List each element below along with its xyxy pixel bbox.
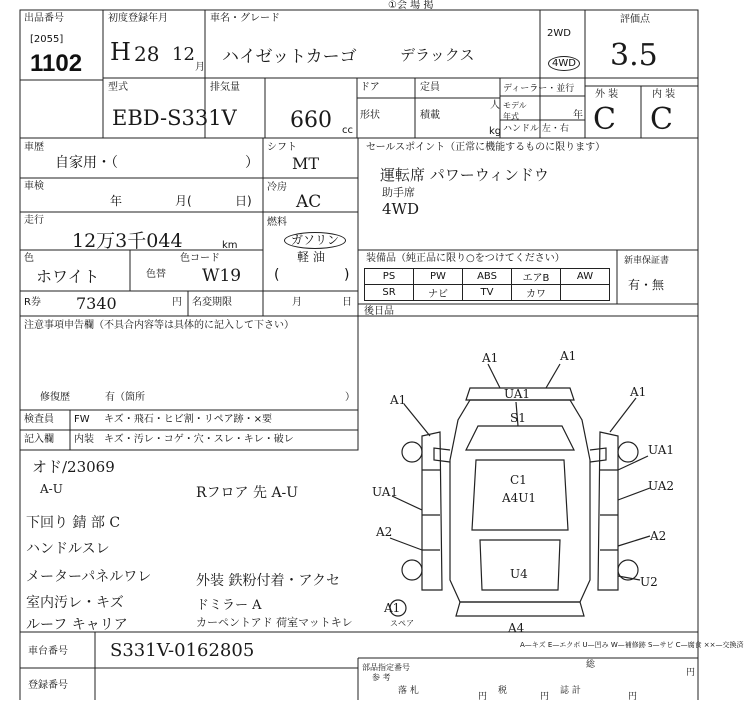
meigi-label: 名変期限: [192, 297, 232, 308]
mileage-label: 走行: [24, 215, 44, 226]
load-unit: kg: [489, 126, 502, 137]
handwritten-note: 室内汚レ・キズ: [26, 595, 124, 611]
equipment-table: [364, 268, 610, 301]
inspector-row1-head: FW: [74, 414, 90, 425]
damage-mark: U4: [510, 567, 528, 581]
damage-mark: A4: [508, 621, 525, 635]
sales-point-line2: 助手席: [382, 186, 415, 199]
inspector-label-1: 検査員: [24, 414, 54, 425]
interior-label: 内 装: [652, 89, 676, 100]
first-reg-era: H: [110, 38, 131, 66]
shift-value: MT: [292, 154, 320, 173]
inspector-row2: キズ・汚レ・コゲ・穴・スレ・キレ・破レ: [104, 434, 294, 445]
score-value: 3.5: [610, 38, 658, 73]
repair-label: 修復歴: [40, 392, 70, 403]
ac-value: AC: [296, 192, 322, 212]
back-label: 後日品: [364, 306, 394, 317]
equip-navi: ナビ: [414, 285, 463, 301]
interior-value: C: [650, 102, 673, 137]
damage-mark: A1: [560, 349, 577, 363]
model-year-label: モデル年式: [503, 101, 527, 121]
sales-point-line1: 運転席 パワーウィンドウ: [380, 166, 549, 184]
inspector-label-2: 記入欄: [24, 434, 54, 445]
shape-label: 形状: [360, 110, 380, 121]
model-value: EBD-S331V: [112, 106, 237, 130]
exterior-value: C: [593, 102, 616, 137]
car-name-label: 車名・グレード: [210, 13, 280, 24]
handwritten-note: メーターパネルワレ: [26, 569, 152, 585]
color-code-value: W19: [202, 266, 242, 286]
mileage-unit: km: [222, 240, 238, 251]
score-label: 評価点: [620, 14, 650, 25]
r-label: R券: [24, 297, 41, 308]
shaken-label: 車検: [24, 181, 44, 192]
capacity-label: 定員: [420, 82, 440, 93]
equip-airbag: エアB: [512, 269, 561, 285]
color-change-label: 色替: [146, 269, 166, 280]
lot-no-label: 出品番号: [24, 13, 64, 24]
damage-mark: U2: [640, 575, 658, 589]
damage-mark: A1: [384, 601, 401, 615]
damage-mark: UA1: [648, 443, 675, 457]
capacity-unit: 人: [490, 100, 500, 111]
header-right-text: ①会 場 掲: [388, 0, 434, 11]
meigi-month: 月: [292, 297, 302, 308]
grade-value: デラックス: [400, 46, 475, 64]
sales-point-line3: 4WD: [382, 200, 419, 218]
lot-prefix: [2055]: [30, 34, 64, 45]
notes-label: 注意事項申告欄（不具合内容等は具体的に記入して下さい）: [24, 320, 294, 331]
first-reg-year: 28: [134, 42, 160, 66]
fuel-paren-open: (: [274, 267, 280, 283]
warranty-value: 有・無: [628, 278, 665, 292]
usage-close: ）: [245, 155, 259, 171]
door-label: ドア: [360, 82, 380, 93]
displacement-unit: cc: [342, 125, 353, 136]
first-reg-month: 12: [172, 44, 195, 65]
mileage-value: 12万3千044: [72, 230, 183, 252]
displacement-label: 排気量: [210, 82, 240, 93]
model-label: 型式: [108, 82, 128, 93]
equip-abs: ABS: [463, 269, 512, 285]
fuel-paren-close: ): [344, 267, 350, 283]
spec-label: 部品指定番号: [362, 663, 410, 672]
equipment-label: 装備品（純正品に限り○をつけてください）: [366, 253, 565, 264]
dealer-label: ディーラー・並行: [503, 84, 575, 94]
color-code-label: 色コード: [180, 253, 220, 264]
chassis-label: 車台番号: [28, 646, 68, 657]
damage-mark: UA1: [372, 485, 399, 499]
damage-mark: A1: [630, 385, 647, 399]
fee-label: 誌 計: [560, 686, 581, 696]
handwritten-note-right: Rフロア 先 A-U: [196, 485, 299, 501]
handwritten-note: ルーフ キャリア: [26, 617, 128, 633]
color-value: ホワイト: [36, 267, 100, 286]
first-reg-label: 初度登録年月: [108, 13, 168, 24]
ac-label: 冷房: [267, 182, 287, 193]
damage-mark: UA1: [504, 387, 531, 401]
drive-4wd: 4WD: [548, 56, 580, 71]
handwritten-note: オド/23069: [32, 458, 115, 476]
diagram-legend: A—キズ E—エクボ U—凹み W—補修跡 S—サビ C—腐食 ××—交換済: [520, 641, 744, 649]
equip-aw: AW: [561, 269, 610, 285]
exterior-label: 外 装: [595, 89, 619, 100]
shaken-month: 月(: [175, 194, 192, 208]
damage-mark: S1: [510, 411, 526, 425]
ref-label: 参 考: [372, 673, 391, 682]
equip-kawa: カワ: [512, 285, 561, 301]
fuel-value: ガソリン: [284, 232, 346, 249]
equip-ps: PS: [365, 269, 414, 285]
lot-number: 1102: [30, 50, 83, 77]
repair-close: ）: [345, 392, 355, 403]
inspector-row2-head: 内装: [74, 434, 94, 445]
sales-point-label: セールスポイント（正常に機能するものに限ります）: [366, 142, 606, 153]
damage-mark: A1: [390, 393, 407, 407]
handwritten-note-right: ドミラー A: [196, 598, 262, 613]
warranty-label: 新車保証書: [624, 256, 670, 266]
chassis-value: S331V-0162805: [110, 640, 255, 661]
handwritten-note: A-U: [40, 482, 63, 496]
displacement-value: 660: [290, 108, 332, 133]
equip-tv: TV: [463, 285, 512, 301]
fee-label: 円: [628, 692, 638, 702]
repair-value: 有（箇所: [105, 392, 145, 403]
first-reg-month-unit: 月: [195, 62, 205, 73]
fuel-diesel: 軽 油: [297, 250, 325, 264]
fee-label: 落 札: [398, 686, 419, 696]
r-value: 7340: [76, 294, 117, 313]
handle-label: ハンドル 左・右: [503, 124, 569, 134]
fee-label: 円: [478, 692, 488, 702]
damage-mark: C1: [510, 473, 527, 487]
model-year-unit: 年: [573, 110, 583, 121]
handwritten-note: 下回り 錆 部 C: [26, 515, 121, 531]
vehicle-damage-diagram: [360, 340, 696, 635]
usage-value: 自家用・（: [55, 155, 118, 171]
fee-label: 円: [686, 668, 696, 678]
meigi-day: 日: [342, 297, 352, 308]
equip-pw: PW: [414, 269, 463, 285]
fee-label: 総: [586, 660, 596, 670]
load-label: 積載: [420, 110, 440, 121]
handwritten-note-right: 外装 鉄粉付着・アクセ: [196, 573, 341, 589]
handwritten-note-right: カーペントアド 荷室マットキレ: [196, 616, 353, 629]
handwritten-note: ハンドルスレ: [26, 541, 110, 557]
shaken-day: 日): [235, 194, 252, 208]
damage-mark: A1: [482, 351, 499, 365]
r-unit: 円: [172, 297, 182, 308]
usage-label: 車歴: [24, 142, 44, 153]
equip-sr: SR: [365, 285, 414, 301]
damage-mark: A2: [650, 529, 667, 543]
damage-mark: A2: [376, 525, 393, 539]
fuel-label: 燃料: [267, 217, 287, 228]
damage-mark: UA2: [648, 479, 675, 493]
car-name-value: ハイゼットカーゴ: [222, 47, 357, 67]
fee-label: 円: [540, 692, 550, 702]
spare-label: スペア: [390, 619, 414, 628]
shift-label: シフト: [267, 142, 297, 153]
shaken-year: 年: [110, 194, 123, 208]
color-label: 色: [24, 253, 34, 264]
drive-2wd: 2WD: [547, 28, 571, 39]
damage-mark: A4U1: [502, 491, 537, 505]
inspector-row1: キズ・飛石・ヒビ割・リペア跡・×要: [104, 414, 272, 425]
fee-label: 税: [498, 686, 508, 696]
reg-label: 登録番号: [28, 680, 68, 691]
